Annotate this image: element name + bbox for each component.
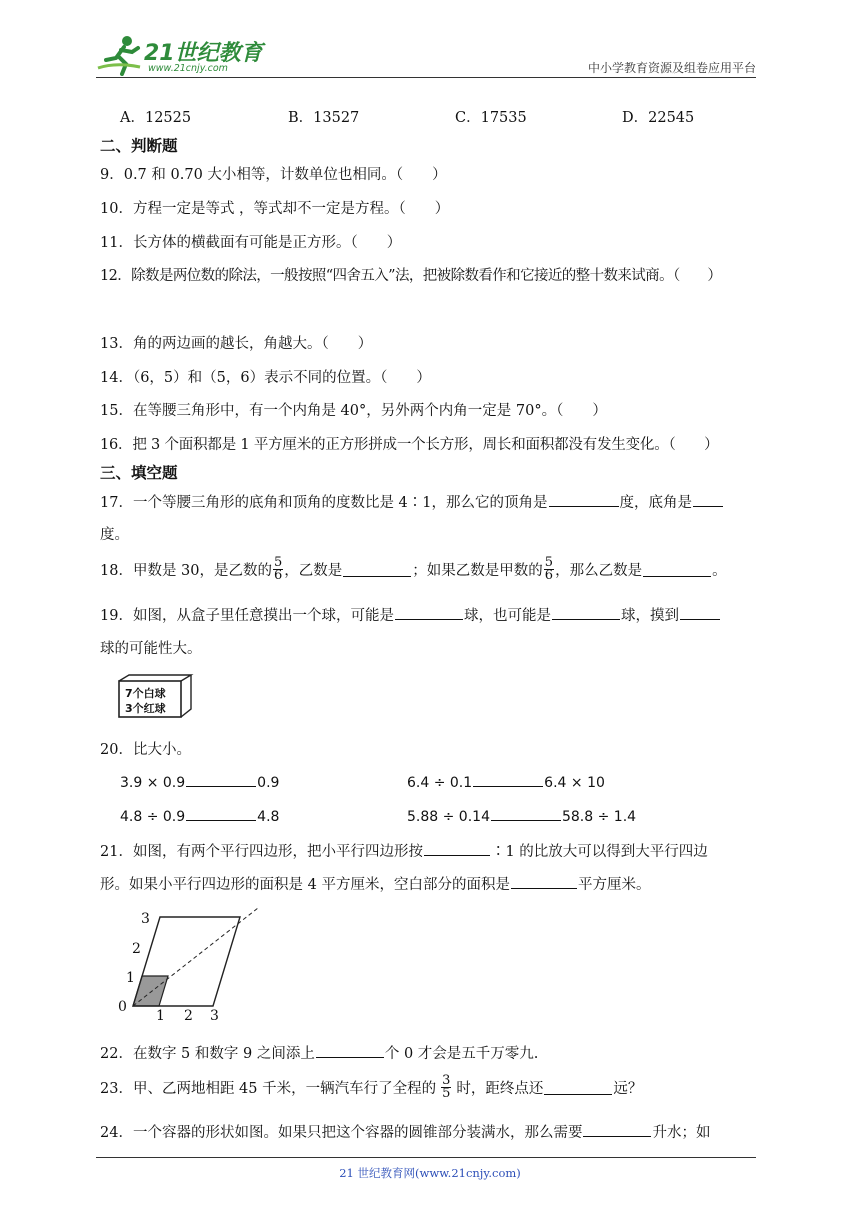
answer-blank[interactable] xyxy=(552,605,620,620)
fraction-5-6 xyxy=(544,557,554,582)
q17-text-a: 17．一个等腰三角形的底角和顶角的度数比是 4∶1，那么它的顶角是 xyxy=(100,495,548,511)
question-21 xyxy=(100,840,708,861)
compare-left: 3.9 × 0.9 xyxy=(120,775,186,791)
option-b: B．13527 xyxy=(288,110,360,126)
compare-3 xyxy=(120,806,279,825)
question-16: 16．把 3 个面积都是 1 平方厘米的正方形拼成一个长方形，周长和面积都没有发生变化。（ ） xyxy=(100,437,719,453)
axis-label-1-bottom: 1 xyxy=(156,1008,165,1024)
q21-text-c: 形。如果小平行四边形的面积是 4 平方厘米，空白部分的面积是 xyxy=(100,877,510,893)
q19-text-a: 19．如图，从盒子里任意摸出一个球，可能是 xyxy=(100,608,394,624)
axis-label-2-left: 2 xyxy=(132,941,141,957)
compare-4 xyxy=(407,806,636,825)
answer-blank[interactable] xyxy=(544,1080,612,1095)
compare-right: 4.8 xyxy=(257,809,280,825)
question-20: 20．比大小。 xyxy=(100,742,191,758)
frac-numerator: 5 xyxy=(274,555,283,570)
answer-blank[interactable] xyxy=(186,772,256,787)
compare-1 xyxy=(120,772,279,791)
axis-label-3-bottom: 3 xyxy=(210,1008,219,1024)
axis-label-2-bottom: 2 xyxy=(184,1008,193,1024)
header-right-text: 中小学教育资源及组卷应用平台 xyxy=(587,61,756,75)
frac-numerator: 5 xyxy=(544,555,554,570)
question-21-cont xyxy=(100,873,650,894)
q23-text-a: 23．甲、乙两地相距 45 千米，一辆汽车行了全程的 xyxy=(100,1081,437,1097)
answer-blank[interactable] xyxy=(680,605,720,620)
logo-text: 21世纪教育 xyxy=(144,41,263,66)
answer-blank[interactable] xyxy=(395,605,463,620)
fraction-3-5 xyxy=(441,1075,451,1100)
answer-blank[interactable] xyxy=(343,562,411,577)
compare-2 xyxy=(407,772,605,791)
logo xyxy=(96,34,266,76)
question-11: 11．长方体的横截面有可能是正方形。（ ） xyxy=(100,235,402,251)
q21-text-a: 21．如图，有两个平行四边形，把小平行四边形按 xyxy=(100,844,423,860)
compare-left: 4.8 ÷ 0.9 xyxy=(120,809,186,825)
parallelogram-figure xyxy=(112,905,272,1025)
question-13: 13．角的两边画的越长，角越大。（ ） xyxy=(100,336,373,352)
q21-text-d: 平方厘米。 xyxy=(577,877,651,893)
box-label-white: 7个白球 xyxy=(125,687,166,700)
q18-text-b: ，乙数是 xyxy=(284,563,343,579)
runner-icon xyxy=(96,34,146,76)
frac-denominator: 6 xyxy=(544,568,554,583)
q18-text-c: ；如果乙数是甲数的 xyxy=(412,563,543,579)
question-24 xyxy=(100,1121,710,1142)
q18-text-a: 18．甲数是 30，是乙数的 xyxy=(100,563,273,579)
box-label-red: 3个红球 xyxy=(125,702,166,715)
answer-blank[interactable] xyxy=(511,874,577,889)
q17-text-c: 度。 xyxy=(100,527,129,543)
q19-text-c: 球，摸到 xyxy=(620,608,679,624)
q24-text-a: 24．一个容器的形状如图。如果只把这个容器的圆锥部分装满水，那么需要 xyxy=(100,1125,583,1141)
answer-blank[interactable] xyxy=(186,806,256,821)
question-19 xyxy=(100,604,721,625)
header-divider xyxy=(96,77,756,78)
q17-text-b: 度，底角是 xyxy=(619,495,693,511)
question-23 xyxy=(100,1075,642,1100)
q23-text-b: 时，距终点还 xyxy=(456,1081,544,1097)
q19-text-b: 球，也可能是 xyxy=(463,608,551,624)
section-title-judge: 二、判断题 xyxy=(100,137,178,155)
compare-right: 58.8 ÷ 1.4 xyxy=(561,809,637,825)
question-15: 15．在等腰三角形中，有一个内角是 40°，另外两个内角一定是 70°。（ ） xyxy=(100,403,607,419)
compare-right: 6.4 × 10 xyxy=(544,775,605,791)
option-c: C．17535 xyxy=(455,110,527,126)
axis-label-3-top: 3 xyxy=(141,911,150,927)
axis-label-0: 0 xyxy=(118,999,127,1015)
compare-left: 6.4 ÷ 0.1 xyxy=(407,775,473,791)
compare-right: 0.9 xyxy=(257,775,280,791)
answer-blank[interactable] xyxy=(424,841,490,856)
q22-text-b: 个 0 才会是五千万零九. xyxy=(384,1046,539,1062)
question-10: 10．方程一定是等式 ，等式却不一定是方程。（ ） xyxy=(100,201,450,217)
logo-url: www.21cnjy.com xyxy=(148,63,228,74)
question-14: 14．（6，5）和（5，6）表示不同的位置。（ ） xyxy=(100,370,431,386)
q24-text-b: 升水；如 xyxy=(652,1125,711,1141)
q18-text-e: 。 xyxy=(712,563,727,579)
footer-divider xyxy=(96,1157,756,1158)
answer-blank[interactable] xyxy=(693,492,723,507)
fraction-5-6 xyxy=(273,557,283,582)
answer-blank[interactable] xyxy=(549,492,619,507)
q21-text-b: ∶1 的比放大可以得到大平行四边 xyxy=(490,844,708,860)
question-17 xyxy=(100,491,724,512)
compare-left: 5.88 ÷ 0.14 xyxy=(407,809,490,825)
question-9: 9．0.7 和 0.70 大小相等，计数单位也相同。（ ） xyxy=(100,167,447,183)
footer-text: 21 世纪教育网(www.21cnjy.com) xyxy=(339,1166,521,1180)
option-d: D．22545 xyxy=(622,110,695,126)
frac-numerator: 3 xyxy=(442,1073,451,1088)
frac-denominator: 5 xyxy=(442,1086,451,1101)
answer-blank[interactable] xyxy=(583,1122,651,1137)
question-18 xyxy=(100,557,727,582)
answer-blank[interactable] xyxy=(491,806,561,821)
question-22 xyxy=(100,1042,538,1063)
section-title-fill: 三、填空题 xyxy=(100,464,178,482)
ball-box-figure xyxy=(117,673,195,719)
q22-text-a: 22．在数字 5 和数字 9 之间添上 xyxy=(100,1046,315,1062)
answer-blank[interactable] xyxy=(473,772,543,787)
q19-text-d: 球的可能性大。 xyxy=(100,641,202,657)
answer-blank[interactable] xyxy=(643,562,711,577)
option-a: A．12525 xyxy=(120,110,192,126)
q18-text-d: ，那么乙数是 xyxy=(555,563,643,579)
axis-label-1-left: 1 xyxy=(126,970,135,986)
answer-blank[interactable] xyxy=(316,1043,384,1058)
q23-text-c: 远？ xyxy=(613,1081,643,1097)
question-12: 12．除数是两位数的除法，一般按照“四舍五入”法，把被除数看作和它接近的整十数来试商。（ ） xyxy=(100,268,722,284)
frac-denominator: 6 xyxy=(274,568,283,583)
